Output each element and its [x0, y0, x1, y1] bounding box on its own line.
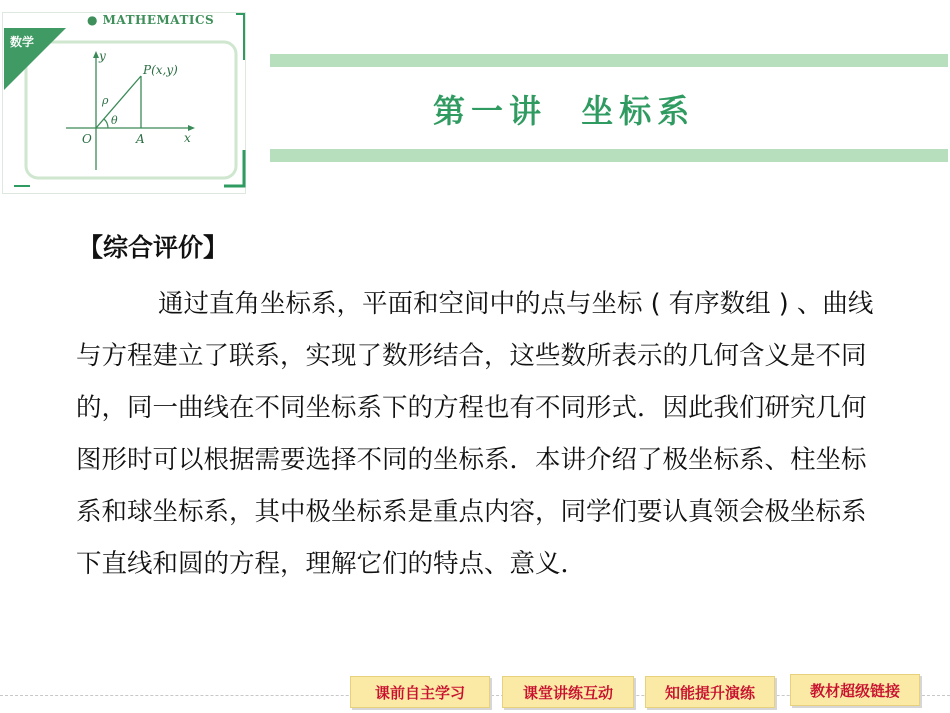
rho-label: ρ	[102, 94, 109, 107]
nav-button-skill-drills[interactable]: 知能提升演练	[645, 676, 775, 708]
brand-word: ● MATHEMATICS	[87, 13, 215, 27]
origin-label: O	[82, 132, 92, 146]
y-axis-label: y	[99, 49, 106, 63]
a-label: A	[136, 132, 145, 146]
section-heading: 【综合评价】	[78, 233, 229, 262]
lecture-title: 第一讲 坐标系	[433, 92, 696, 130]
slide-header	[0, 0, 950, 196]
title-band-top	[270, 54, 948, 67]
nav-button-classroom-practice[interactable]: 课堂讲练互动	[502, 676, 634, 708]
subject-badge: 数学	[10, 35, 35, 49]
summary-paragraph: 通过直角坐标系，平面和空间中的点与坐标 ( 有序数组 ) 、曲线与方程建立了联系，实现了数形结合，这些数所表示的几何含义是不同的，同一曲线在不同坐标系下的方程也有不同形式．因此我们研究几何图形时可以根据需要选择不同的坐标系．本讲介绍了极坐标系、柱坐标系和球坐标系，其中极坐标系是重点内容，同学们要认真领会极坐标系下直线和圆的方程，理解它们的特点、意义．	[76, 289, 874, 579]
nav-button-pre-class-study[interactable]: 课前自主学习	[350, 676, 490, 708]
x-axis-label: x	[184, 131, 191, 145]
title-band-bottom	[270, 149, 948, 162]
theta-arc	[104, 119, 108, 128]
nav-button-textbook-links[interactable]: 教材超级链接	[790, 674, 920, 706]
polar-coordinate-figure	[0, 0, 250, 196]
theta-label: θ	[111, 114, 118, 127]
point-label: P(x,y)	[143, 63, 178, 77]
